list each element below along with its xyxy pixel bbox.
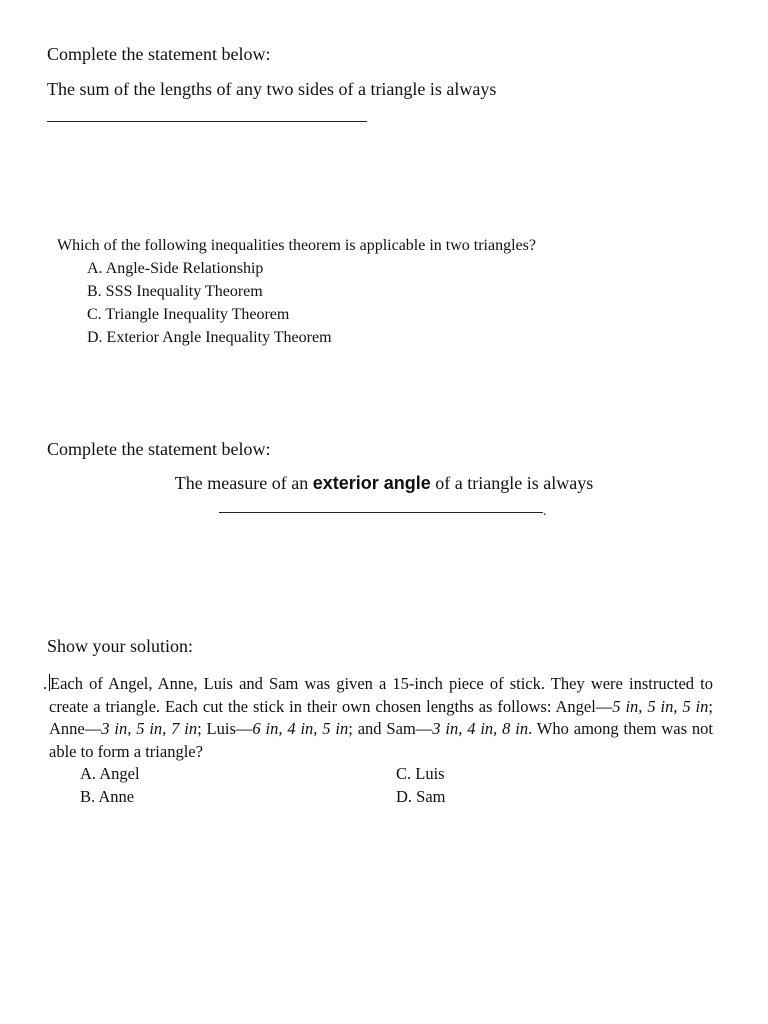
stem-part: . Who among them was not able to form a triangle?	[49, 719, 713, 761]
option-b[interactable]: B. SSS Inequality Theorem	[87, 283, 263, 300]
angel-lengths: 5 in, 5 in, 5 in	[612, 696, 709, 716]
answer-blank-3[interactable]	[219, 512, 543, 513]
option-d[interactable]: D. Sam	[396, 786, 446, 806]
stem-part: ; and Sam—	[348, 719, 433, 738]
question-2	[57, 234, 536, 349]
option-c[interactable]: C. Luis	[396, 764, 445, 783]
option-a[interactable]: A. Angle-Side Relationship	[87, 260, 264, 277]
stem-part: Each of Angel, Anne, Luis and Sam was given a 15-inch piece of stick. They were instructed to create a triangle. Each cut the stick in their own chosen lengths as follows: Angel—	[49, 674, 713, 716]
statement-text-start: The measure of an	[174, 473, 313, 493]
option-a[interactable]: A. Angel	[80, 764, 140, 783]
option-c[interactable]: C. Triangle Inequality Theorem	[87, 306, 290, 323]
question-5-options	[49, 763, 713, 808]
statement-bold-term: exterior angle	[312, 473, 431, 493]
section-3-prompt: Complete the statement below:	[47, 439, 271, 459]
statement-text-end: of a triangle is always	[430, 473, 594, 493]
question-2-stem: Which of the following inequalities theorem is applicable in two triangles?	[57, 237, 536, 254]
lead-mark: .	[43, 674, 48, 693]
sam-lengths: 3 in, 4 in, 8 in	[432, 719, 529, 738]
luis-lengths: 6 in, 4 in, 5 in	[252, 719, 349, 738]
question-5-stem	[43, 673, 713, 763]
option-b[interactable]: B. Anne	[80, 786, 135, 806]
anne-lengths: 3 in, 5 in, 7 in	[101, 719, 198, 738]
section-3-statement	[0, 473, 768, 494]
blank-period: .	[543, 504, 547, 519]
question-5	[43, 673, 713, 808]
question-2-options	[57, 257, 536, 349]
stem-part: ; Anne—	[49, 696, 713, 738]
answer-blank-1[interactable]	[47, 121, 367, 122]
section-1-prompt: Complete the statement below:	[47, 44, 271, 64]
section-4-prompt: Show your solution:	[47, 636, 194, 656]
stem-part: ; Luis—	[197, 719, 253, 738]
section-1-statement: The sum of the lengths of any two sides of a triangle is always	[47, 79, 497, 99]
option-d[interactable]: D. Exterior Angle Inequality Theorem	[87, 329, 332, 346]
